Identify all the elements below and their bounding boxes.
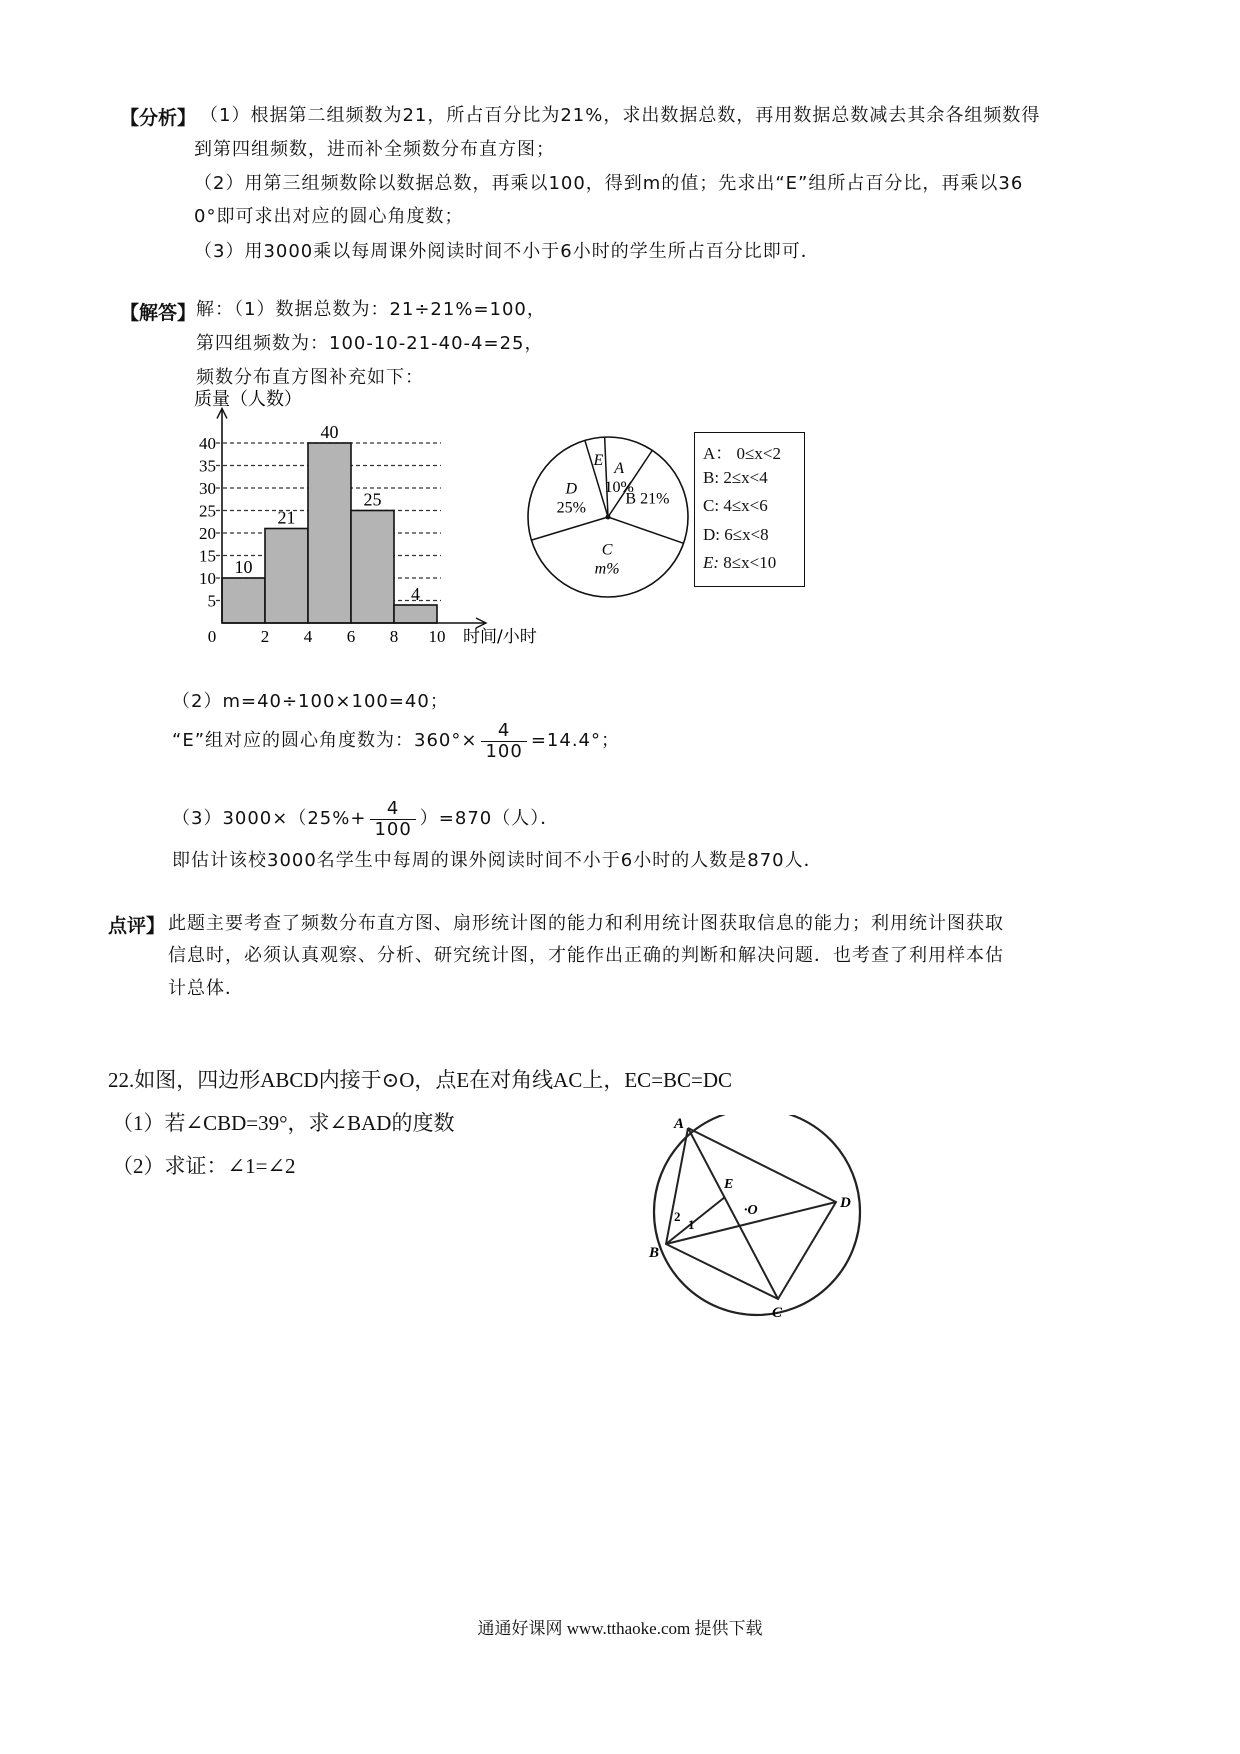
x-tick-label: 8 — [389, 627, 399, 646]
step2-text-pre: “E”组对应的圆心角度数为：360°× — [172, 730, 478, 751]
pie-center-dot — [606, 515, 611, 520]
pie-label-pct: 25% — [556, 499, 587, 517]
pie-label-pct: 10% — [604, 478, 634, 496]
answer-step2-line2 — [172, 718, 620, 764]
step2-text-post: =14.4°； — [530, 730, 620, 751]
comment-tag: 点评】 — [108, 915, 166, 937]
legend-range: 0≤x<2 — [732, 444, 781, 463]
x-tick-label: 10 — [428, 627, 446, 646]
analysis-line-3: （2）用第三组频数除以数据总数，再乘以100，得到m的值；先求出“E”组所占百分比，再乘以36 — [194, 173, 1024, 194]
y-tick-label: 25 — [199, 501, 216, 521]
bar-value-label: 40 — [320, 422, 339, 442]
answer-line-2: 第四组频数为：100-10-21-40-4=25， — [196, 333, 544, 354]
legend-item — [703, 525, 769, 545]
step3-frac-num: 4 — [386, 797, 400, 819]
legend-key: A： — [703, 444, 733, 463]
histogram-bar — [222, 578, 265, 623]
y-tick-label: 20 — [199, 524, 216, 543]
y-tick-label: 35 — [199, 456, 216, 476]
x-tick-label: 6 — [346, 627, 356, 646]
legend-item — [703, 468, 768, 488]
step3-text-post: ）=870（人）． — [419, 808, 560, 829]
step2-frac-num: 4 — [497, 719, 511, 741]
legend-range: 2≤x<4 — [719, 467, 768, 487]
analysis-tag: 【分析】 — [120, 107, 197, 129]
legend-key: D: — [703, 524, 720, 544]
pie-label-letter: C — [601, 541, 613, 559]
analysis-line-1: （1）根据第二组频数为21，所占百分比为21%，求出数据总数，再用数据总数减去其余各组频数得 — [200, 105, 1041, 126]
legend-key: E: — [703, 553, 720, 572]
step2-frac-den: 100 — [481, 741, 526, 762]
label-o: ·O — [744, 1203, 758, 1218]
histogram-bar — [351, 511, 394, 624]
x-tick-label: 2 — [260, 627, 270, 646]
answer-line-3: 频数分布直方图补充如下： — [196, 367, 424, 388]
legend-box — [694, 432, 805, 587]
bar-value-label: 4 — [411, 584, 420, 604]
legend-key: C: — [703, 496, 720, 515]
legend-range: 4≤x<6 — [719, 496, 768, 515]
footer-text: 通通好课网 www.tthaoke.com 提供下载 — [477, 1619, 763, 1638]
y-tick-label: 10 — [199, 569, 216, 588]
step3-fraction — [370, 799, 415, 840]
legend-item — [703, 439, 781, 464]
y-axis-title: 质量（人数） — [194, 389, 302, 410]
label-2: 2 — [674, 1209, 681, 1224]
pie-label-letter: A — [614, 459, 625, 477]
bar-value-label: 21 — [277, 507, 296, 528]
pie-label: B 21% — [625, 490, 670, 508]
histogram-bar — [308, 443, 351, 623]
step2-fraction — [481, 721, 526, 762]
y-tick-label: 5 — [207, 591, 216, 611]
legend-item — [703, 553, 776, 573]
analysis-line-2: 到第四组频数，进而补全频数分布直方图； — [194, 139, 555, 160]
geometry-figure — [640, 1115, 870, 1325]
comment-line-2: 信息时，必须认真观察、分析、研究统计图，才能作出正确的判断和解决问题．也考查了利用样本估 — [168, 945, 1004, 966]
legend-item — [703, 496, 768, 516]
y-tick-label: 15 — [199, 546, 216, 566]
legend-range: 6≤x<8 — [720, 524, 769, 544]
step3-frac-den: 100 — [370, 819, 415, 840]
comment-line-1: 此题主要考查了频数分布直方图、扇形统计图的能力和利用统计图获取信息的能力；利用统计图获取 — [168, 913, 1004, 934]
analysis-line-4: 0°即可求出对应的圆心角度数； — [194, 206, 464, 227]
diagonal-ac — [688, 1128, 778, 1299]
bar-value-label: 25 — [363, 489, 382, 510]
pie-label-letter: E — [593, 452, 604, 470]
y-tick-label: 40 — [199, 434, 216, 453]
step3-text-pre: （3）3000×（25%+ — [172, 808, 367, 829]
answer-tag: 【解答】 — [120, 302, 197, 324]
histogram-bar — [394, 605, 437, 623]
problem22-part1: （1）若∠CBD=39°，求∠BAD的度数 — [112, 1111, 455, 1135]
y-tick-label: 30 — [199, 479, 216, 498]
pie-label-pct: m% — [594, 560, 620, 578]
pie-chart — [520, 425, 700, 605]
comment-line-3: 计总体． — [168, 978, 244, 999]
answer-step3-line — [172, 796, 559, 842]
legend-range: 8≤x<10 — [719, 553, 777, 572]
label-b: B — [649, 1245, 660, 1261]
analysis-line-5: （3）用3000乘以每周课外阅读时间不小于6小时的学生所占百分比即可． — [194, 241, 820, 262]
label-c: C — [772, 1305, 783, 1321]
histogram-chart — [180, 385, 560, 660]
label-1: 1 — [688, 1217, 695, 1232]
x-tick-label: 4 — [303, 627, 313, 646]
x-axis-title: 时间/小时 — [463, 627, 537, 647]
answer-line-1: 解：（1）数据总数为：21÷21%=100， — [196, 299, 546, 320]
problem22-part2: （2）求证：∠1=∠2 — [112, 1154, 296, 1178]
pie-label-letter: D — [565, 480, 578, 498]
x-tick-label: 0 — [207, 627, 217, 646]
label-d: D — [840, 1195, 851, 1211]
label-e: E — [724, 1177, 734, 1192]
bar-value-label: 10 — [234, 557, 253, 577]
legend-key: B: — [703, 467, 720, 487]
answer-step2-line1: （2）m=40÷100×100=40； — [172, 691, 449, 712]
problem22-stem: 22.如图，四边形ABCD内接于⊙O，点E在对角线AC上，EC=BC=DC — [108, 1068, 733, 1092]
answer-step3-conclusion: 即估计该校3000名学生中每周的课外阅读时间不小于6小时的人数是870人． — [172, 850, 823, 871]
label-a: A — [674, 1116, 685, 1132]
histogram-bar — [265, 529, 308, 624]
